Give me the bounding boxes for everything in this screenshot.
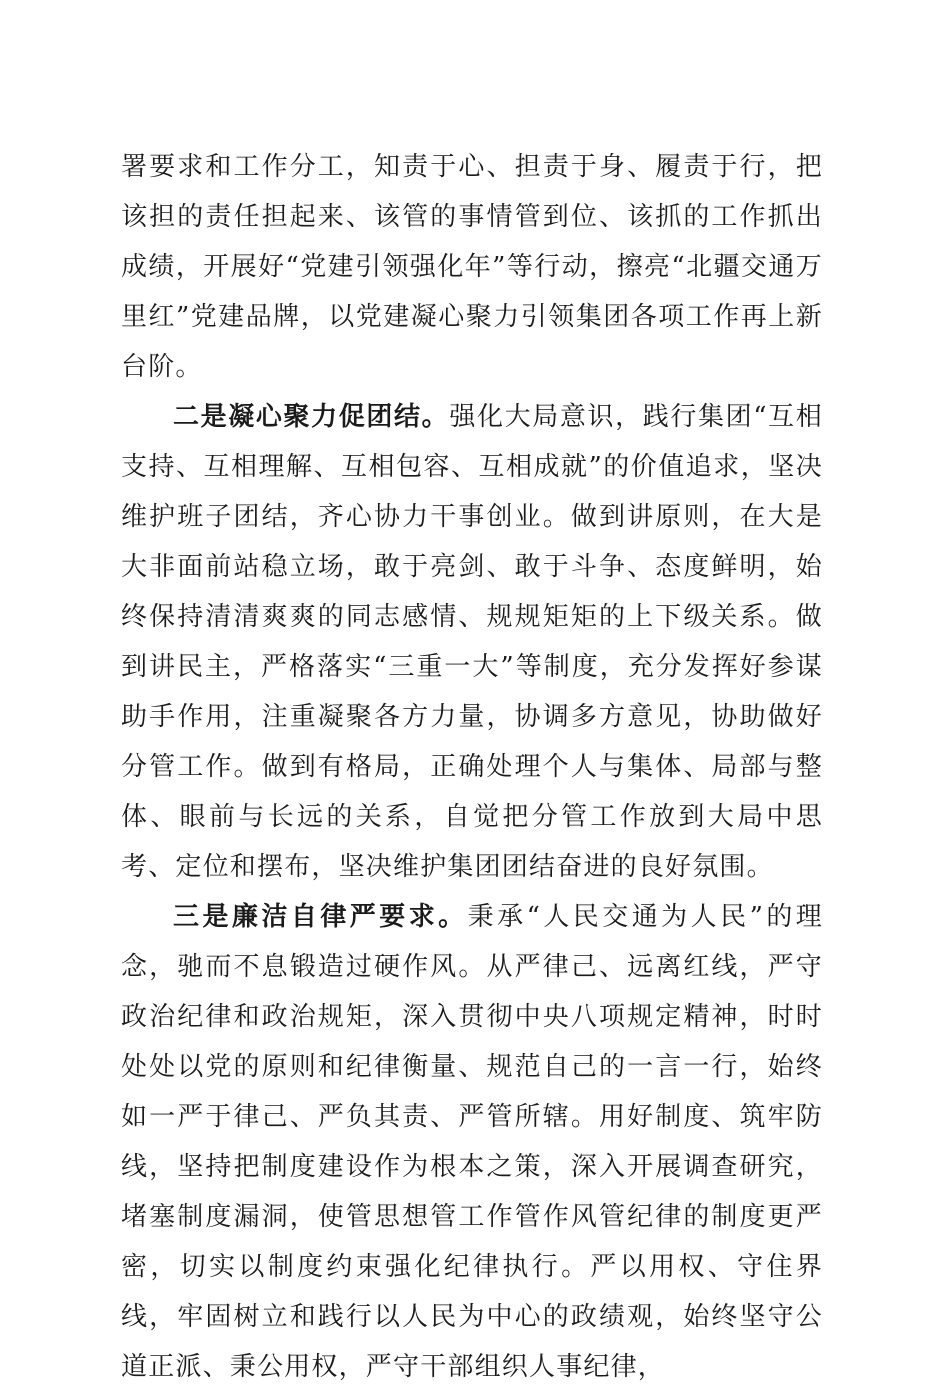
paragraph-3-text: 秉承“人民交通为人民”的理念，驰而不息锻造过硬作风。从严律己、远离红线，严守政治纪律和政治规矩，深入贯彻中央八项规定精神，时时处处以党的原则和纪律衡量、规范自己的一言一行，始终如一严于律己、严负其责、严管所辖。用好制度、筑牢防线，坚持把制度建设作为根本之策，深入开展调查研究，堵塞制度漏洞，使管思想管工作管作风管纪律的制度更严密，切实以制度约束强化纪律执行。严以用权、守住界线，牢固树立和践行以人民为中心的政绩观，始终坚守公道正派、秉公用权，严守干部组织人事纪律， [121, 902, 823, 1382]
paragraph-1 [121, 142, 823, 392]
document-body [121, 142, 823, 1392]
paragraph-2 [121, 392, 823, 892]
paragraph-3 [121, 892, 823, 1392]
paragraph-1-text: 署要求和工作分工，知责于心、担责于身、履责于行，把该担的责任担起来、该管的事情管到位、该抓的工作抓出成绩，开展好“党建引领强化年”等行动，擦亮“北疆交通万里红”党建品牌，以党建凝心聚力引领集团各项工作再上新台阶。 [121, 152, 823, 382]
paragraph-2-heading: 二是凝心聚力促团结。 [173, 402, 450, 432]
paragraph-3-heading: 三是廉洁自律严要求。 [173, 902, 468, 932]
paragraph-2-text: 强化大局意识，践行集团“互相支持、互相理解、互相包容、互相成就”的价值追求，坚决维护班子团结，齐心协力干事创业。做到讲原则，在大是大非面前站稳立场，敢于亮剑、敢于斗争、态度鲜明，始终保持清清爽爽的同志感情、规规矩矩的上下级关系。做到讲民主，严格落实“三重一大”等制度，充分发挥好参谋助手作用，注重凝聚各方力量，协调多方意见，协助做好分管工作。做到有格局，正确处理个人与集体、局部与整体、眼前与长远的关系，自觉把分管工作放到大局中思考、定位和摆布，坚决维护集团团结奋进的良好氛围。 [121, 402, 823, 882]
